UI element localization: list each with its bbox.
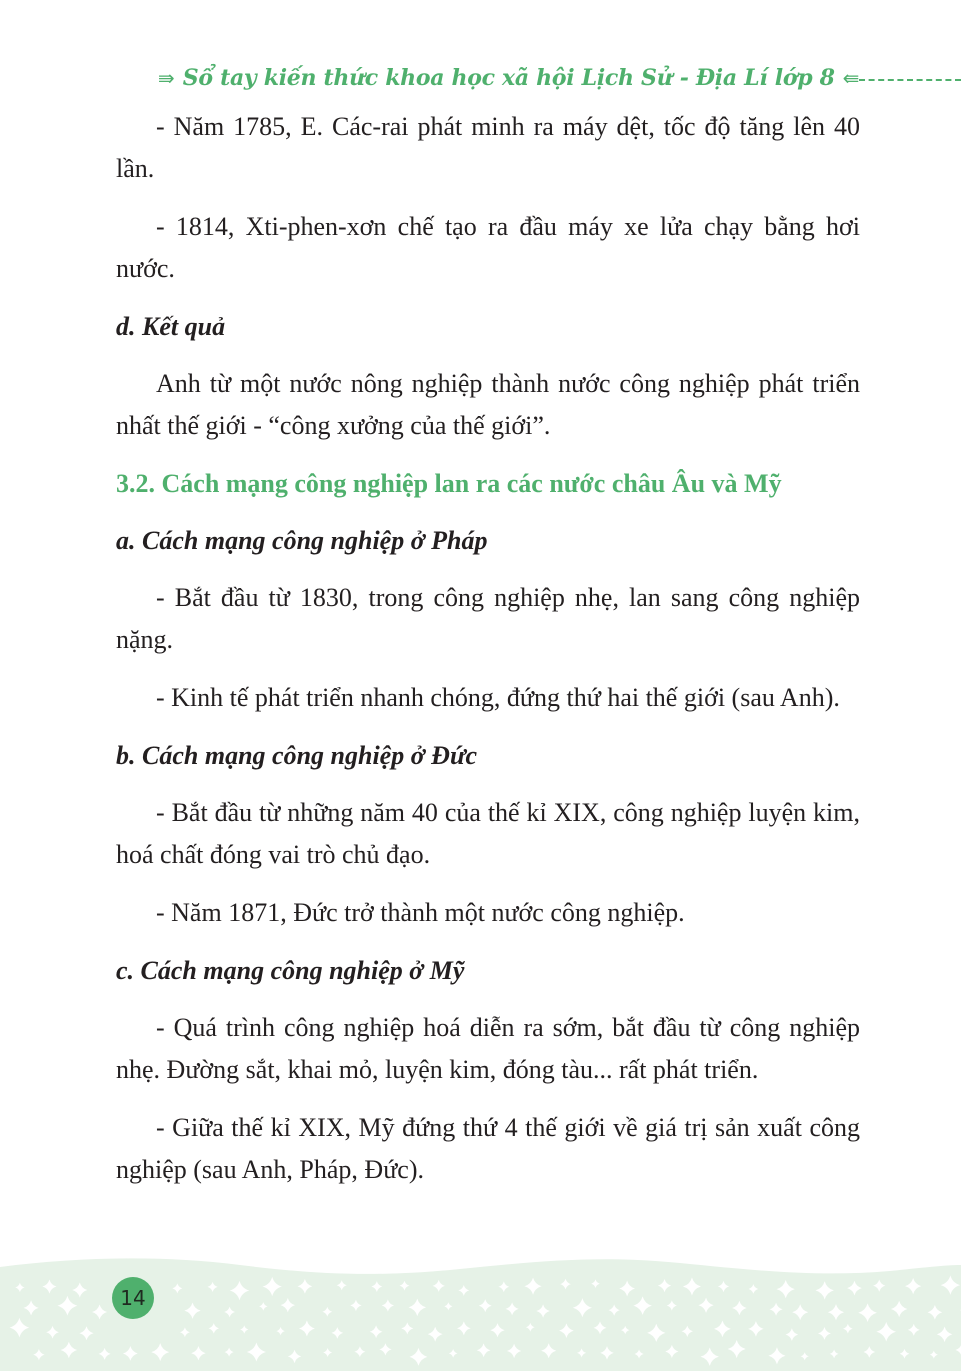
paragraph: - Bắt đầu từ những năm 40 của thế kỉ XIX, công nghiệp luyện kim, hoá chất đóng vai trò chủ đạo.	[116, 798, 860, 869]
double-arrow-left-icon: ⇚	[842, 66, 860, 90]
paragraph: - Giữa thế kỉ XIX, Mỹ đứng thứ 4 thế giới về giá trị sản xuất công nghiệp (sau Anh, Pháp, Đức).	[116, 1113, 860, 1184]
paragraph: - Quá trình công nghiệp hoá diễn ra sớm, bắt đầu từ công nghiệp nhẹ. Đường sắt, khai mỏ, luyện kim, đóng tàu... rất phát triển.	[116, 1013, 860, 1084]
double-arrow-right-icon: ⇛	[158, 66, 175, 90]
subheading: c. Cách mạng công nghiệp ở Mỹ	[116, 956, 465, 985]
paragraph: - Năm 1871, Đức trở thành một nước công nghiệp.	[156, 898, 685, 927]
paragraph: - 1814, Xti-phen-xơn chế tạo ra đầu máy xe lửa chạy bằng hơi nước.	[116, 212, 860, 283]
header-title: Sổ tay kiến thức khoa học xã hội Lịch Sử - Địa Lí lớp 8	[182, 65, 835, 91]
paragraph: Anh từ một nước nông nghiệp thành nước công nghiệp phát triển nhất thế giới - “công xưởng của thế giới”.	[116, 369, 860, 440]
subheading: a. Cách mạng công nghiệp ở Pháp	[116, 526, 488, 555]
subheading: b. Cách mạng công nghiệp ở Đức	[116, 741, 478, 770]
page-content	[116, 106, 860, 1207]
paragraph: - Năm 1785, E. Các-rai phát minh ra máy dệt, tốc độ tăng lên 40 lần.	[116, 112, 860, 183]
header-dashed-line	[859, 79, 961, 81]
page-number: 14	[112, 1277, 154, 1319]
section-heading: 3.2. Cách mạng công nghiệp lan ra các nước châu Âu và Mỹ	[116, 469, 782, 498]
paragraph: - Bắt đầu từ 1830, trong công nghiệp nhẹ, lan sang công nghiệp nặng.	[116, 583, 860, 654]
subheading: d. Kết quả	[116, 312, 226, 341]
running-header	[158, 58, 961, 98]
paragraph: - Kinh tế phát triển nhanh chóng, đứng thứ hai thế giới (sau Anh).	[156, 683, 840, 712]
